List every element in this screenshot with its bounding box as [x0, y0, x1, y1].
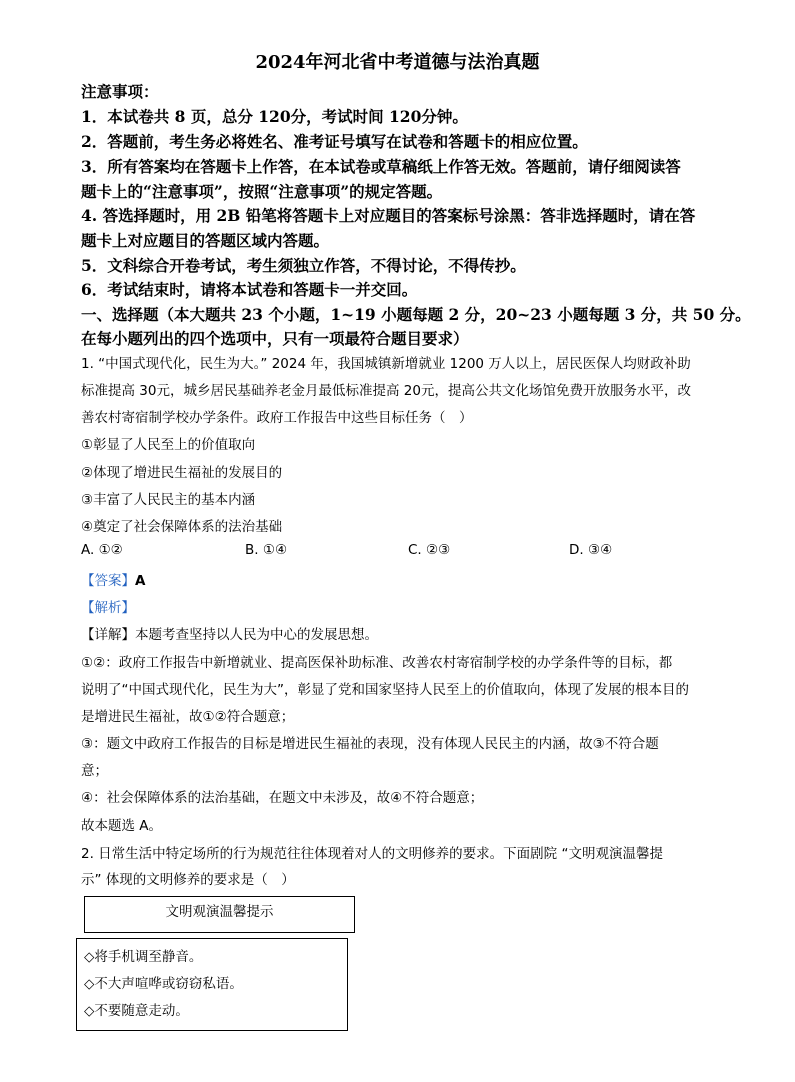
notice-box-title-text: 文明观演温馨提示	[165, 904, 274, 920]
answer-line	[81, 569, 145, 589]
detail-line: 是增进民生福祉，故①②符合题意；	[81, 709, 295, 725]
option-d: D. ③④	[569, 542, 613, 558]
statement-2: ②体现了增进民生福祉的发展目的	[81, 465, 283, 481]
detail-line: ①②：政府工作报告中新增就业、提高医保补助标准、改善农村寄宿制学校的办学条件等的目标，都	[81, 655, 673, 671]
statement-4: ④奠定了社会保障体系的法治基础	[81, 519, 283, 535]
statement-1: ①彰显了人民至上的价值取向	[81, 437, 256, 453]
detail-line: 意；	[81, 763, 108, 779]
question-1-stem: 善农村寄宿制学校办学条件。政府工作报告中这些目标任务（ ）	[81, 410, 473, 426]
notice-box-title	[84, 896, 355, 933]
question-1-stem: 1. “中国式现代化，民生为大。” 2024 年，我国城镇新增就业 1200 万人以上，居民医保人均财政补助	[81, 356, 691, 372]
notice-line: 3．所有答案均在答题卡上作答，在本试卷或草稿纸上作答无效。答题前，请仔细阅读答	[81, 157, 681, 176]
notice-box-item: ◇不要随意走动。	[84, 1003, 189, 1019]
section-heading-cont: 在每小题列出的四个选项中，只有一项最符合题目要求）	[81, 329, 469, 348]
answer-label: 【答案】	[81, 573, 135, 589]
notice-line: 6．考试结束时，请将本试卷和答题卡一并交回。	[81, 280, 418, 299]
option-b: B. ①④	[245, 542, 288, 558]
statement-3: ③丰富了人民民主的基本内涵	[81, 492, 256, 508]
notice-line: 题卡上对应题目的答题区域内答题。	[81, 231, 330, 250]
notice-box-item: ◇将手机调至静音。	[84, 949, 203, 965]
detail-line: 【详解】本题考查坚持以人民为中心的发展思想。	[81, 627, 378, 643]
option-a: A. ①②	[81, 542, 123, 558]
notice-line: 5．文科综合开卷考试，考生须独立作答，不得讨论，不得传抄。	[81, 256, 526, 275]
section-heading: 一、选择题（本大题共 23 个小题，1~19 小题每题 2 分，20~23 小题每题 3 分，共 50 分。	[81, 305, 751, 324]
detail-line: ③：题文中政府工作报告的目标是增进民生福祉的表现，没有体现人民民主的内涵，故③不符合题	[81, 736, 659, 752]
notice-heading: 注意事项：	[81, 82, 159, 101]
detail-line: 说明了“中国式现代化，民生为大”，彰显了党和国家坚持人民至上的价值取向，体现了发展的根本目的	[81, 682, 689, 698]
notice-box	[76, 938, 348, 1031]
question-1-stem: 标准提高 30元，城乡居民基础养老金月最低标准提高 20元，提高公共文化场馆免费开放服务水平，改	[81, 383, 691, 399]
notice-line: 4. 答选择题时，用 2B 铅笔将答题卡上对应题目的答案标号涂黑：答非选择题时，请在答	[81, 206, 696, 225]
analysis-label: 【解析】	[81, 600, 135, 616]
question-2-stem: 2. 日常生活中特定场所的行为规范往往体现着对人的文明修养的要求。下面剧院 “文明观演温馨提	[81, 846, 663, 862]
option-c: C. ②③	[408, 542, 451, 558]
notice-box-item: ◇不大声喧哗或窃窃私语。	[84, 976, 243, 992]
notice-line: 2．答题前，考生务必将姓名、准考证号填写在试卷和答题卡的相应位置。	[81, 132, 588, 151]
detail-line: ④：社会保障体系的法治基础，在题文中未涉及，故④不符合题意；	[81, 790, 484, 806]
question-2-stem: 示” 体现的文明修养的要求是（ ）	[81, 872, 295, 888]
page-title: 2024年河北省中考道德与法治真题	[255, 52, 540, 73]
detail-line: 故本题选 A。	[81, 818, 163, 834]
notice-line: 1．本试卷共 8 页，总分 120分，考试时间 120分钟。	[81, 107, 468, 126]
notice-line: 题卡上的“注意事项”，按照“注意事项”的规定答题。	[81, 182, 443, 201]
answer-value: A	[135, 573, 146, 589]
